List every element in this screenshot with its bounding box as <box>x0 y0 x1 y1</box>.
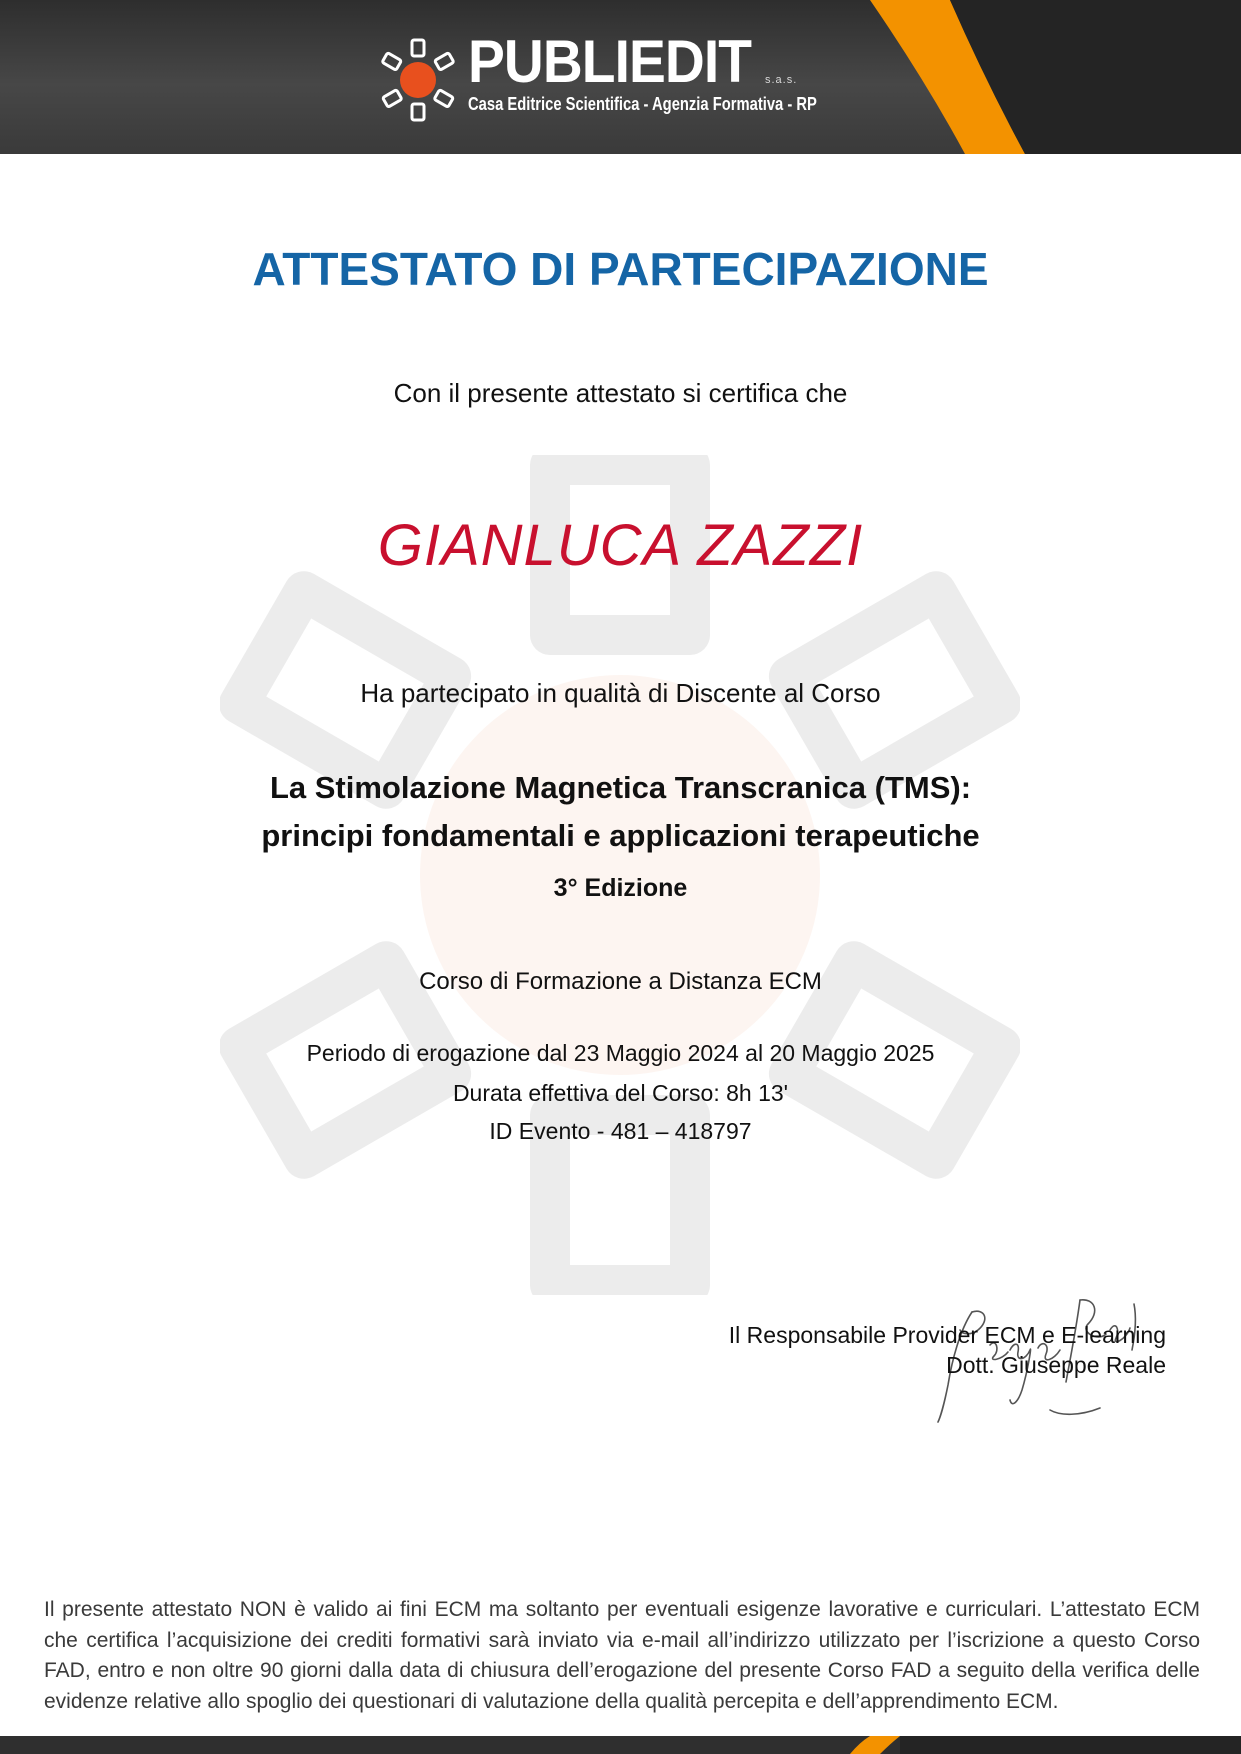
validity-disclaimer: Il presente attestato NON è valido ai fini ECM ma soltanto per eventuali esigenze lavorative e curriculari. L’attestato ECM che certifica l’acquisizione dei crediti formativi sarà inviato via e-mail all’indirizzo utilizzato per l’iscrizione a questo Corso FAD, entro e non oltre 90 giorni dalla data di chiusura dell’erogazione del presente Corso FAD a seguito della verifica delle evidenze relative allo spoglio dei questionari di valutazione della qualità percepita e dell’apprendimento ECM. <box>44 1598 1200 1713</box>
participation-role: Ha partecipato in qualità di Discente al Corso <box>360 678 881 708</box>
footer-swoosh-graphic <box>0 1736 1241 1754</box>
course-duration: Durata effettiva del Corso: 8h 13' <box>452 1080 789 1106</box>
signatory-name: Dott. Giuseppe Reale <box>946 1352 1166 1378</box>
header-banner <box>0 0 1241 154</box>
event-id: ID Evento - 481 – 418797 <box>489 1118 752 1144</box>
course-title-line-1: La Stimolazione Magnetica Transcranica (TMS): <box>269 770 972 805</box>
certificate-title: ATTESTATO DI PARTECIPAZIONE <box>252 243 989 295</box>
brand-name: PUBLIEDIT <box>468 28 752 95</box>
publiedit-logo <box>380 28 817 130</box>
logo-sun-icon <box>380 38 456 122</box>
course-title-line-2: principi fondamentali e applicazioni terapeutiche <box>261 818 980 853</box>
signatory-role: Il Responsabile Provider ECM e E-learning <box>728 1322 1166 1348</box>
footer-bar <box>0 1736 1241 1754</box>
certificate-intro: Con il presente attestato si certifica che <box>393 378 848 408</box>
participant-name: GIANLUCA ZAZZI <box>377 513 864 578</box>
brand-suffix: s.a.s. <box>765 74 798 86</box>
signatory-block <box>729 1320 1166 1380</box>
course-type: Corso di Formazione a Distanza ECM <box>419 968 822 995</box>
delivery-period: Periodo di erogazione dal 23 Maggio 2024 al 20 Maggio 2025 <box>306 1040 935 1066</box>
course-edition: 3° Edizione <box>553 874 688 902</box>
brand-tagline: Casa Editrice Scientifica - Agenzia Formativa - RP <box>468 94 817 114</box>
